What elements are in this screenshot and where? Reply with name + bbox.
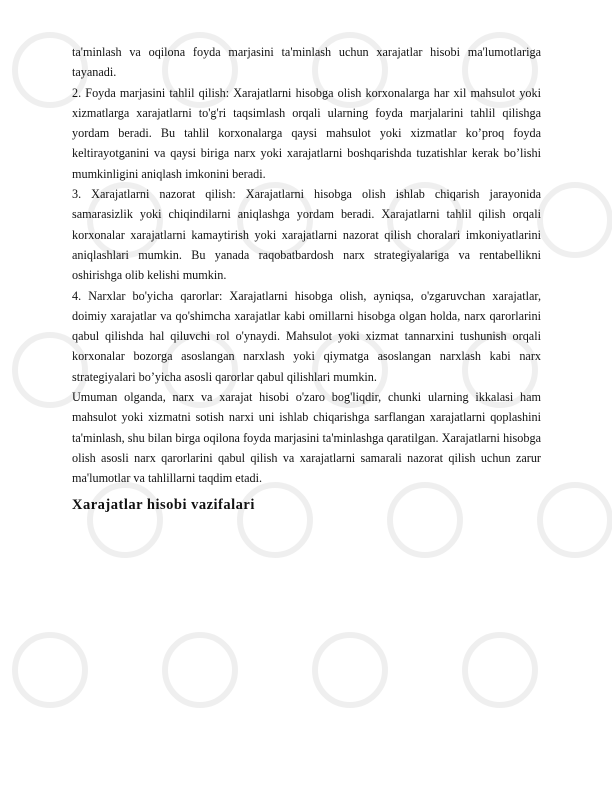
paragraph-conclusion: Umuman olganda, narx va xarajat hisobi o'zaro bog'liqdir, chunki ularning ikkalasi ham mahsulot yoki xizmatni sotish narxi uni ishlab chiqarishga sarflangan xarajatlarni qoplashini ta'minlash, shu bilan birga oqilona foyda marjasini ta'minlashga qaratilgan. Xarajatlarni hisobga olish asosli narx qarorlarini qabul qilish va xarajatlarni samarali nazorat qilish uchun zarur ma'lumotlar va tahlillarni taqdim etadi. [72,390,541,486]
paragraph-pricing-decisions: 4. Narxlar bo'yicha qarorlar: Xarajatlarni hisobga olish, ayniqsa, o'zgaruvchan xarajatlar, doimiy xarajatlar va qo'shimcha xarajatlar kabi omillarni hisobga olgan holda, narx qarorlarini qabul qilishda hal qiluvchi rol o'ynaydi. Mahsulot yoki xizmat tannarxini tushunish orqali korxonalar bozorga asoslangan narxlash yoki qiymatga asoslangan narxlash kabi narx strategiyalari bo’yicha asosli qarorlar qabul qilishlari mumkin. [72,288,541,384]
paragraph-intro-continuation: ta'minlash va oqilona foyda marjasini ta'minlash uchun xarajatlar hisobi ma'lumotlariga tayanadi. [72,45,541,80]
document-body [72,42,541,516]
paragraph-profit-margin-analysis: 2. Foyda marjasini tahlil qilish: Xarajatlarni hisobga olish korxonalarga har xil mahsulot yoki xizmatlarga xarajatlarni to'g'ri taqsimlash orqali ularning foyda marjalarini tahlil qilishga yordam beradi. Bu tahlil korxonalarga qaysi mahsulot yoki xizmatlar ko’proq foyda keltirayotganini va qaysi biriga narx yoki xarajatlarni boshqarishda tuzatishlar kerak bo’lishi mumkinligini aniqlash imkonini beradi. [72,85,541,181]
section-heading: Xarajatlar hisobi vazifalari [72,496,255,513]
paragraph-cost-control: 3. Xarajatlarni nazorat qilish: Xarajatlarni hisobga olish ishlab chiqarish jarayonida samarasizlik yoki chiqindilarni aniqlashga yordam beradi. Xarajatlarni tahlil qilish orqali korxonalar xarajatlarni kamaytirish yoki xarajatlarni nazorat qilish choralari imkoniyatlarini aniqlashlari mumkin. Bu yanada raqobatbardosh narx strategiyalariga va rentabellikni oshirishga olib kelishi mumkin. [72,187,541,283]
